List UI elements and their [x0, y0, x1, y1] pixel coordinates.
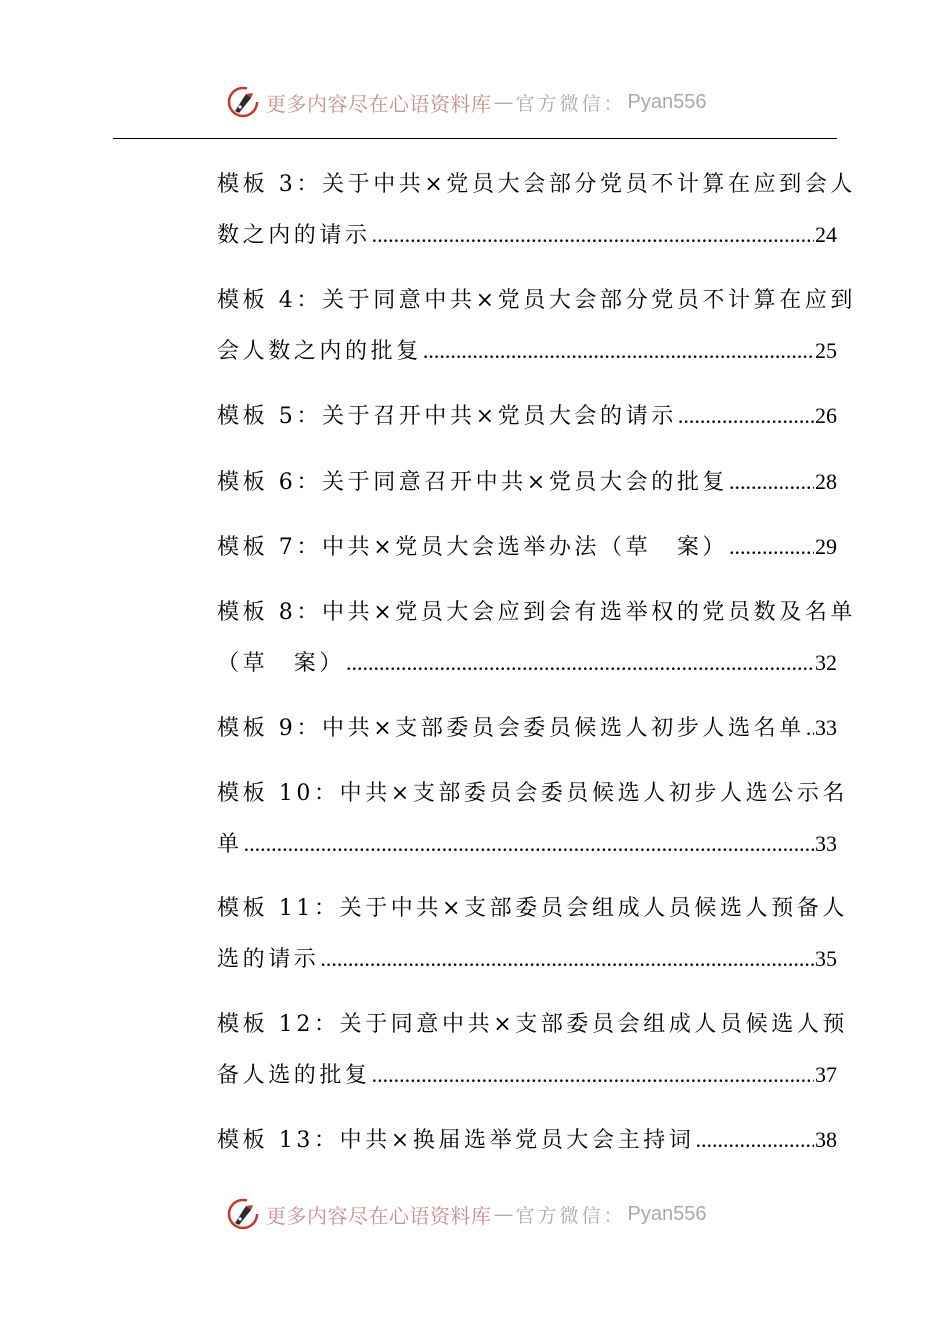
header-separator: —	[493, 90, 514, 114]
toc-entry-11[interactable]	[217, 884, 849, 984]
toc-entry-8[interactable]	[217, 588, 857, 688]
toc-leader	[806, 703, 814, 754]
toc-page-number: 26	[815, 403, 837, 428]
footer-banner	[226, 1196, 706, 1232]
toc-leader	[695, 1115, 814, 1166]
toc-entry-5[interactable]	[217, 391, 837, 441]
toc-page-number: 33	[815, 715, 837, 740]
toc-leader	[423, 326, 814, 377]
toc-leader	[372, 210, 814, 261]
pen-nib-logo-icon	[226, 1197, 260, 1231]
toc-leader	[729, 522, 814, 573]
toc-entry-text: 模板 8：中共×党员大会应到会有选举权的党员数及名单	[217, 599, 857, 625]
toc-page-number: 28	[815, 468, 837, 494]
toc-page-number: 32	[815, 649, 837, 675]
header-wechat-label: 官方微信：	[515, 92, 626, 115]
toc-leader	[372, 1050, 814, 1101]
toc-page-number: 37	[815, 1061, 837, 1087]
toc-leader	[244, 819, 814, 870]
header-banner	[226, 84, 706, 120]
header-wechat-id: Pyan556	[627, 90, 707, 113]
toc-page-number: 25	[815, 337, 837, 363]
toc-entry-text: 模板 11：关于中共×支部委员会组成人员候选人预备人	[217, 896, 849, 921]
toc-entry-9[interactable]	[217, 703, 837, 753]
toc-page-number: 24	[815, 222, 837, 247]
toc-entry-text: 模板 3：关于中共×党员大会部分党员不计算在应到会人	[217, 172, 857, 197]
toc-leader	[678, 391, 814, 442]
toc-page-number: 29	[815, 534, 837, 559]
toc-entry-10[interactable]	[217, 769, 849, 869]
toc-entry-text: 模板 5：关于召开中共×党员大会的请示	[217, 404, 677, 429]
toc-page-number: 35	[815, 946, 837, 971]
toc-entry-4[interactable]	[217, 276, 857, 376]
toc-entry-text-cont: 单	[217, 831, 243, 857]
header-rule	[113, 138, 837, 139]
toc-entry-text-cont: （草 案）	[217, 650, 346, 676]
footer-wechat-id: Pyan556	[627, 1202, 707, 1225]
toc-entry-text: 模板 7：中共×党员大会选举办法（草 案）	[217, 535, 729, 560]
toc-entry-text-cont: 会人数之内的批复	[217, 338, 422, 364]
toc-leader	[346, 638, 814, 689]
footer-wechat-label: 官方微信：	[515, 1204, 626, 1227]
toc-page-number: 38	[815, 1127, 837, 1152]
toc-entry-13[interactable]	[217, 1115, 837, 1165]
toc-entry-text: 模板 6：关于同意召开中共×党员大会的批复	[217, 469, 729, 495]
toc-page-number: 33	[815, 830, 837, 856]
toc-leader	[729, 457, 814, 508]
header-brand-text: 更多内容尽在心语资料库	[266, 91, 492, 116]
toc-entry-text: 模板 10：中共×支部委员会委员候选人初步人选公示名	[217, 780, 849, 806]
toc-entry-text-cont: 备人选的批复	[217, 1062, 371, 1088]
toc-entry-text: 模板 4：关于同意中共×党员大会部分党员不计算在应到	[217, 287, 857, 313]
toc-entry-text-cont: 数之内的请示	[217, 223, 371, 248]
toc-entry-12[interactable]	[217, 1000, 849, 1100]
toc-entry-3[interactable]	[217, 160, 857, 260]
footer-separator: —	[493, 1202, 514, 1226]
toc-entry-7[interactable]	[217, 522, 837, 572]
toc-entry-6[interactable]	[217, 457, 837, 507]
table-of-contents	[217, 160, 857, 1165]
toc-entry-text: 模板 9：中共×支部委员会委员候选人初步人选名单	[217, 716, 805, 741]
toc-entry-text-cont: 选的请示	[217, 947, 320, 972]
toc-entry-text: 模板 12：关于同意中共×支部委员会组成人员候选人预	[217, 1011, 849, 1037]
footer-brand-text: 更多内容尽在心语资料库	[266, 1203, 492, 1228]
pen-nib-logo-icon	[226, 85, 260, 119]
toc-leader	[320, 934, 814, 985]
toc-entry-text: 模板 13：中共×换届选举党员大会主持词	[217, 1128, 695, 1153]
